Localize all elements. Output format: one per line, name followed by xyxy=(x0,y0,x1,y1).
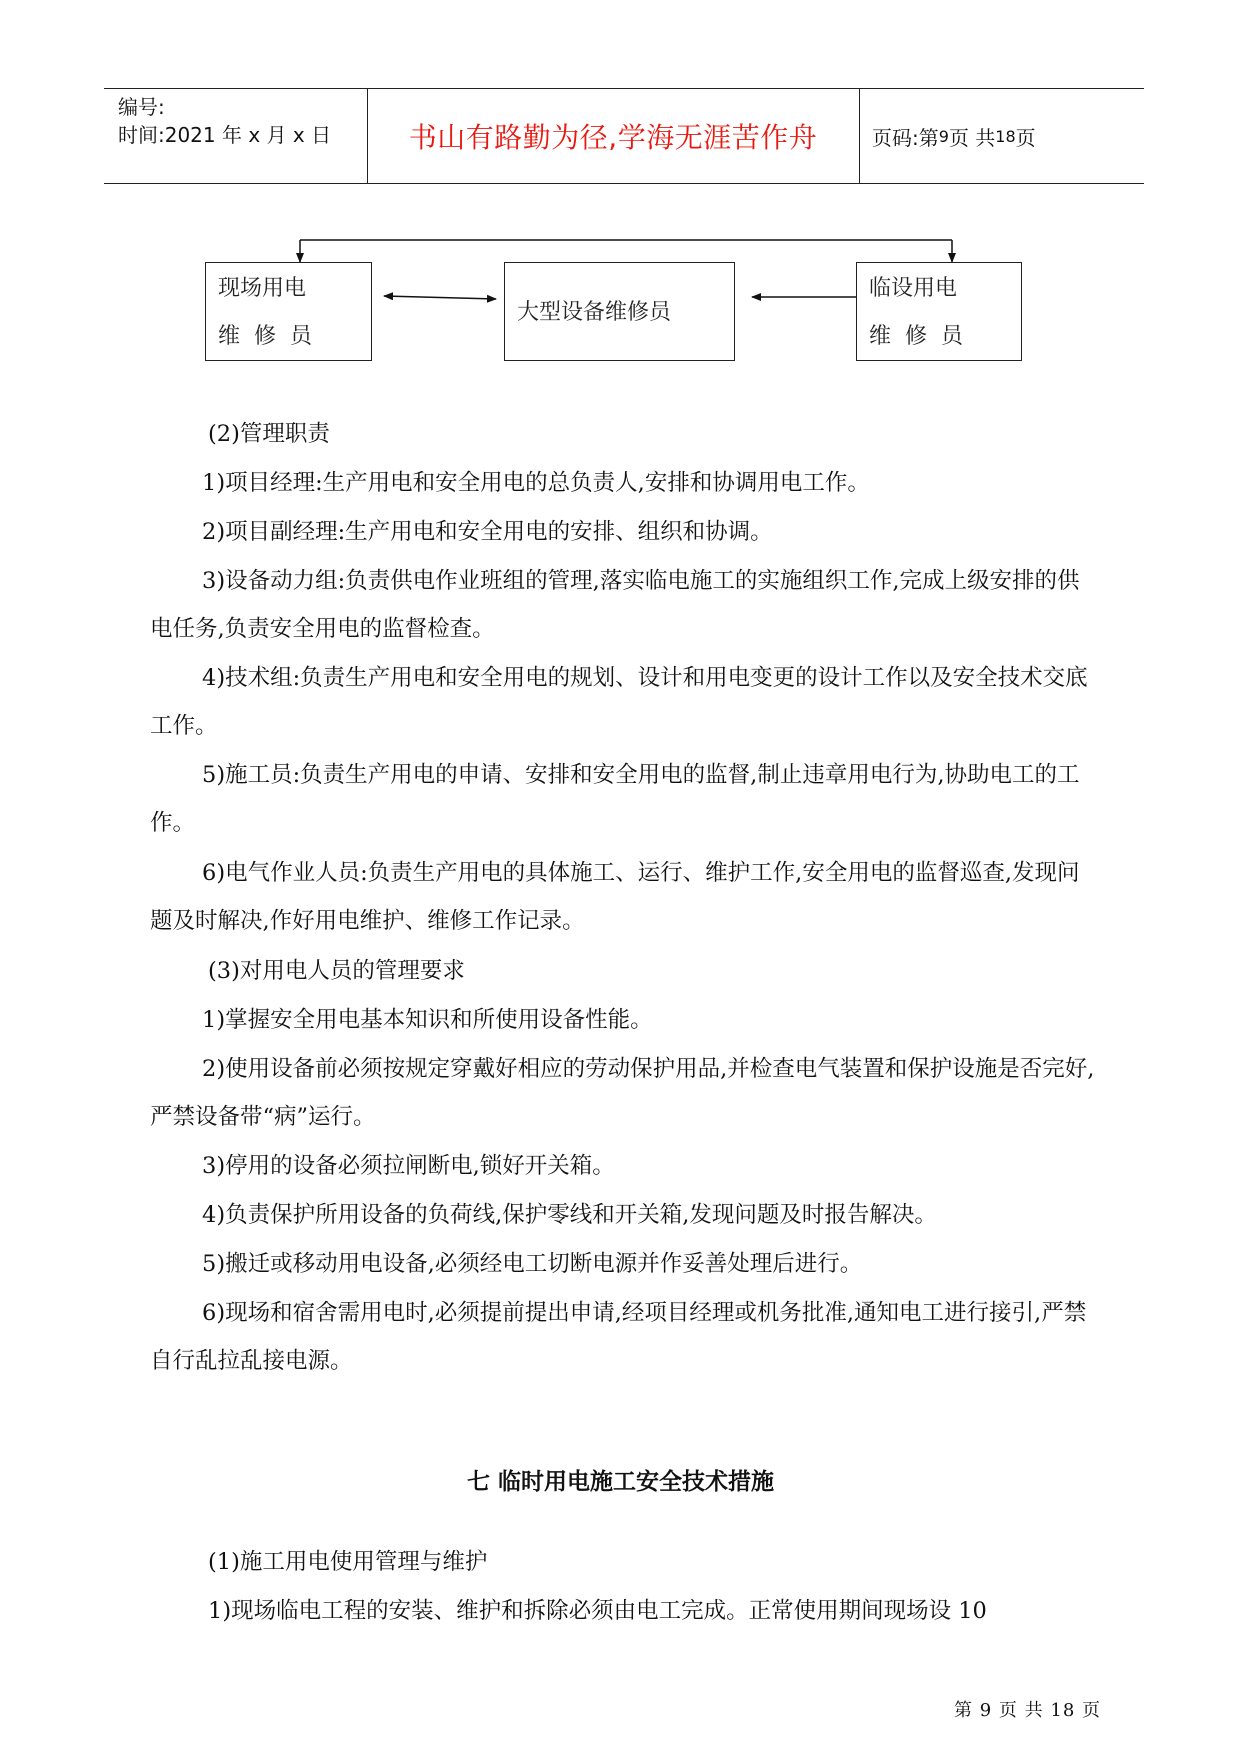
org-box-line: 维 修 员 xyxy=(218,324,312,349)
top-connector-arrow xyxy=(300,240,952,262)
paragraph: 6)现场和宿舍需用电时,必须提前提出申请,经项目经理或机务批准,通知电工进行接引,严禁自行乱拉乱接电源。 xyxy=(150,1300,1087,1374)
paragraph: 1)项目经理:生产用电和安全用电的总负责人,安排和协调用电工作。 xyxy=(202,470,870,496)
document-number-label: 编号: xyxy=(118,95,165,119)
paragraph: 2)项目副经理:生产用电和安全用电的安排、组织和协调。 xyxy=(202,519,773,545)
page-total: 18 xyxy=(995,126,1016,146)
paragraph: 4)技术组:负责生产用电和安全用电的规划、设计和用电变更的设计工作以及安全技术交底工作。 xyxy=(150,665,1088,739)
paragraph: 1)掌握安全用电基本知识和所使用设备性能。 xyxy=(202,1007,653,1033)
org-box-site-electrician xyxy=(205,262,372,361)
chapter-heading: 七 临时用电施工安全技术措施 xyxy=(466,1469,774,1495)
page-footer: 第 9 页 共 18 页 xyxy=(954,1700,1101,1721)
header-motto: 书山有路勤为径,学海无涯苦作舟 xyxy=(408,121,818,154)
page-number: 9 xyxy=(938,126,949,146)
paragraph: 5)施工员:负责生产用电的申请、安排和安全用电的监督,制止违章用电行为,协助电工的工作。 xyxy=(150,762,1080,836)
paragraph: 6)电气作业人员:负责生产用电的具体施工、运行、维护工作,安全用电的监督巡查,发现问题及时解决,作好用电维护、维修工作记录。 xyxy=(150,860,1080,934)
org-box-equipment-repairer xyxy=(504,262,735,361)
org-box-temp-electrician xyxy=(856,262,1022,361)
org-box-line: 维 修 员 xyxy=(869,324,963,349)
paragraph: 5)搬迁或移动用电设备,必须经电工切断电源并作妥善处理后进行。 xyxy=(202,1251,863,1277)
section-title-requirements: (3)对用电人员的管理要求 xyxy=(208,958,465,984)
paragraph: 1)现场临电工程的安装、维护和拆除必须由电工完成。正常使用期间现场设 10 xyxy=(208,1598,987,1624)
org-box-line: 大型设备维修员 xyxy=(517,300,672,325)
document-time: 时间:2021 年 x 月 x 日 xyxy=(118,123,332,147)
paragraph: 3)停用的设备必须拉闸断电,锁好开关箱。 xyxy=(202,1153,615,1179)
org-box-line: 临设用电 xyxy=(869,276,958,301)
left-double-arrow xyxy=(384,296,496,299)
page-suffix: 页 xyxy=(1015,125,1036,150)
paragraph: 4)负责保护所用设备的负荷线,保护零线和开关箱,发现问题及时报告解决。 xyxy=(202,1202,937,1228)
page-mid: 页 共 xyxy=(948,125,996,150)
org-box-line: 现场用电 xyxy=(218,276,307,301)
paragraph: 2)使用设备前必须按规定穿戴好相应的劳动保护用品,并检查电气装置和保护设施是否完好,严禁设备带“病”运行。 xyxy=(150,1056,1095,1130)
page-prefix: 页码:第 xyxy=(872,125,939,150)
section-title-use: (1)施工用电使用管理与维护 xyxy=(208,1549,488,1575)
section-title-mgmt: (2)管理职责 xyxy=(208,421,330,447)
paragraph: 3)设备动力组:负责供电作业班组的管理,落实临电施工的实施组织工作,完成上级安排的供电任务,负责安全用电的监督检查。 xyxy=(150,568,1080,642)
